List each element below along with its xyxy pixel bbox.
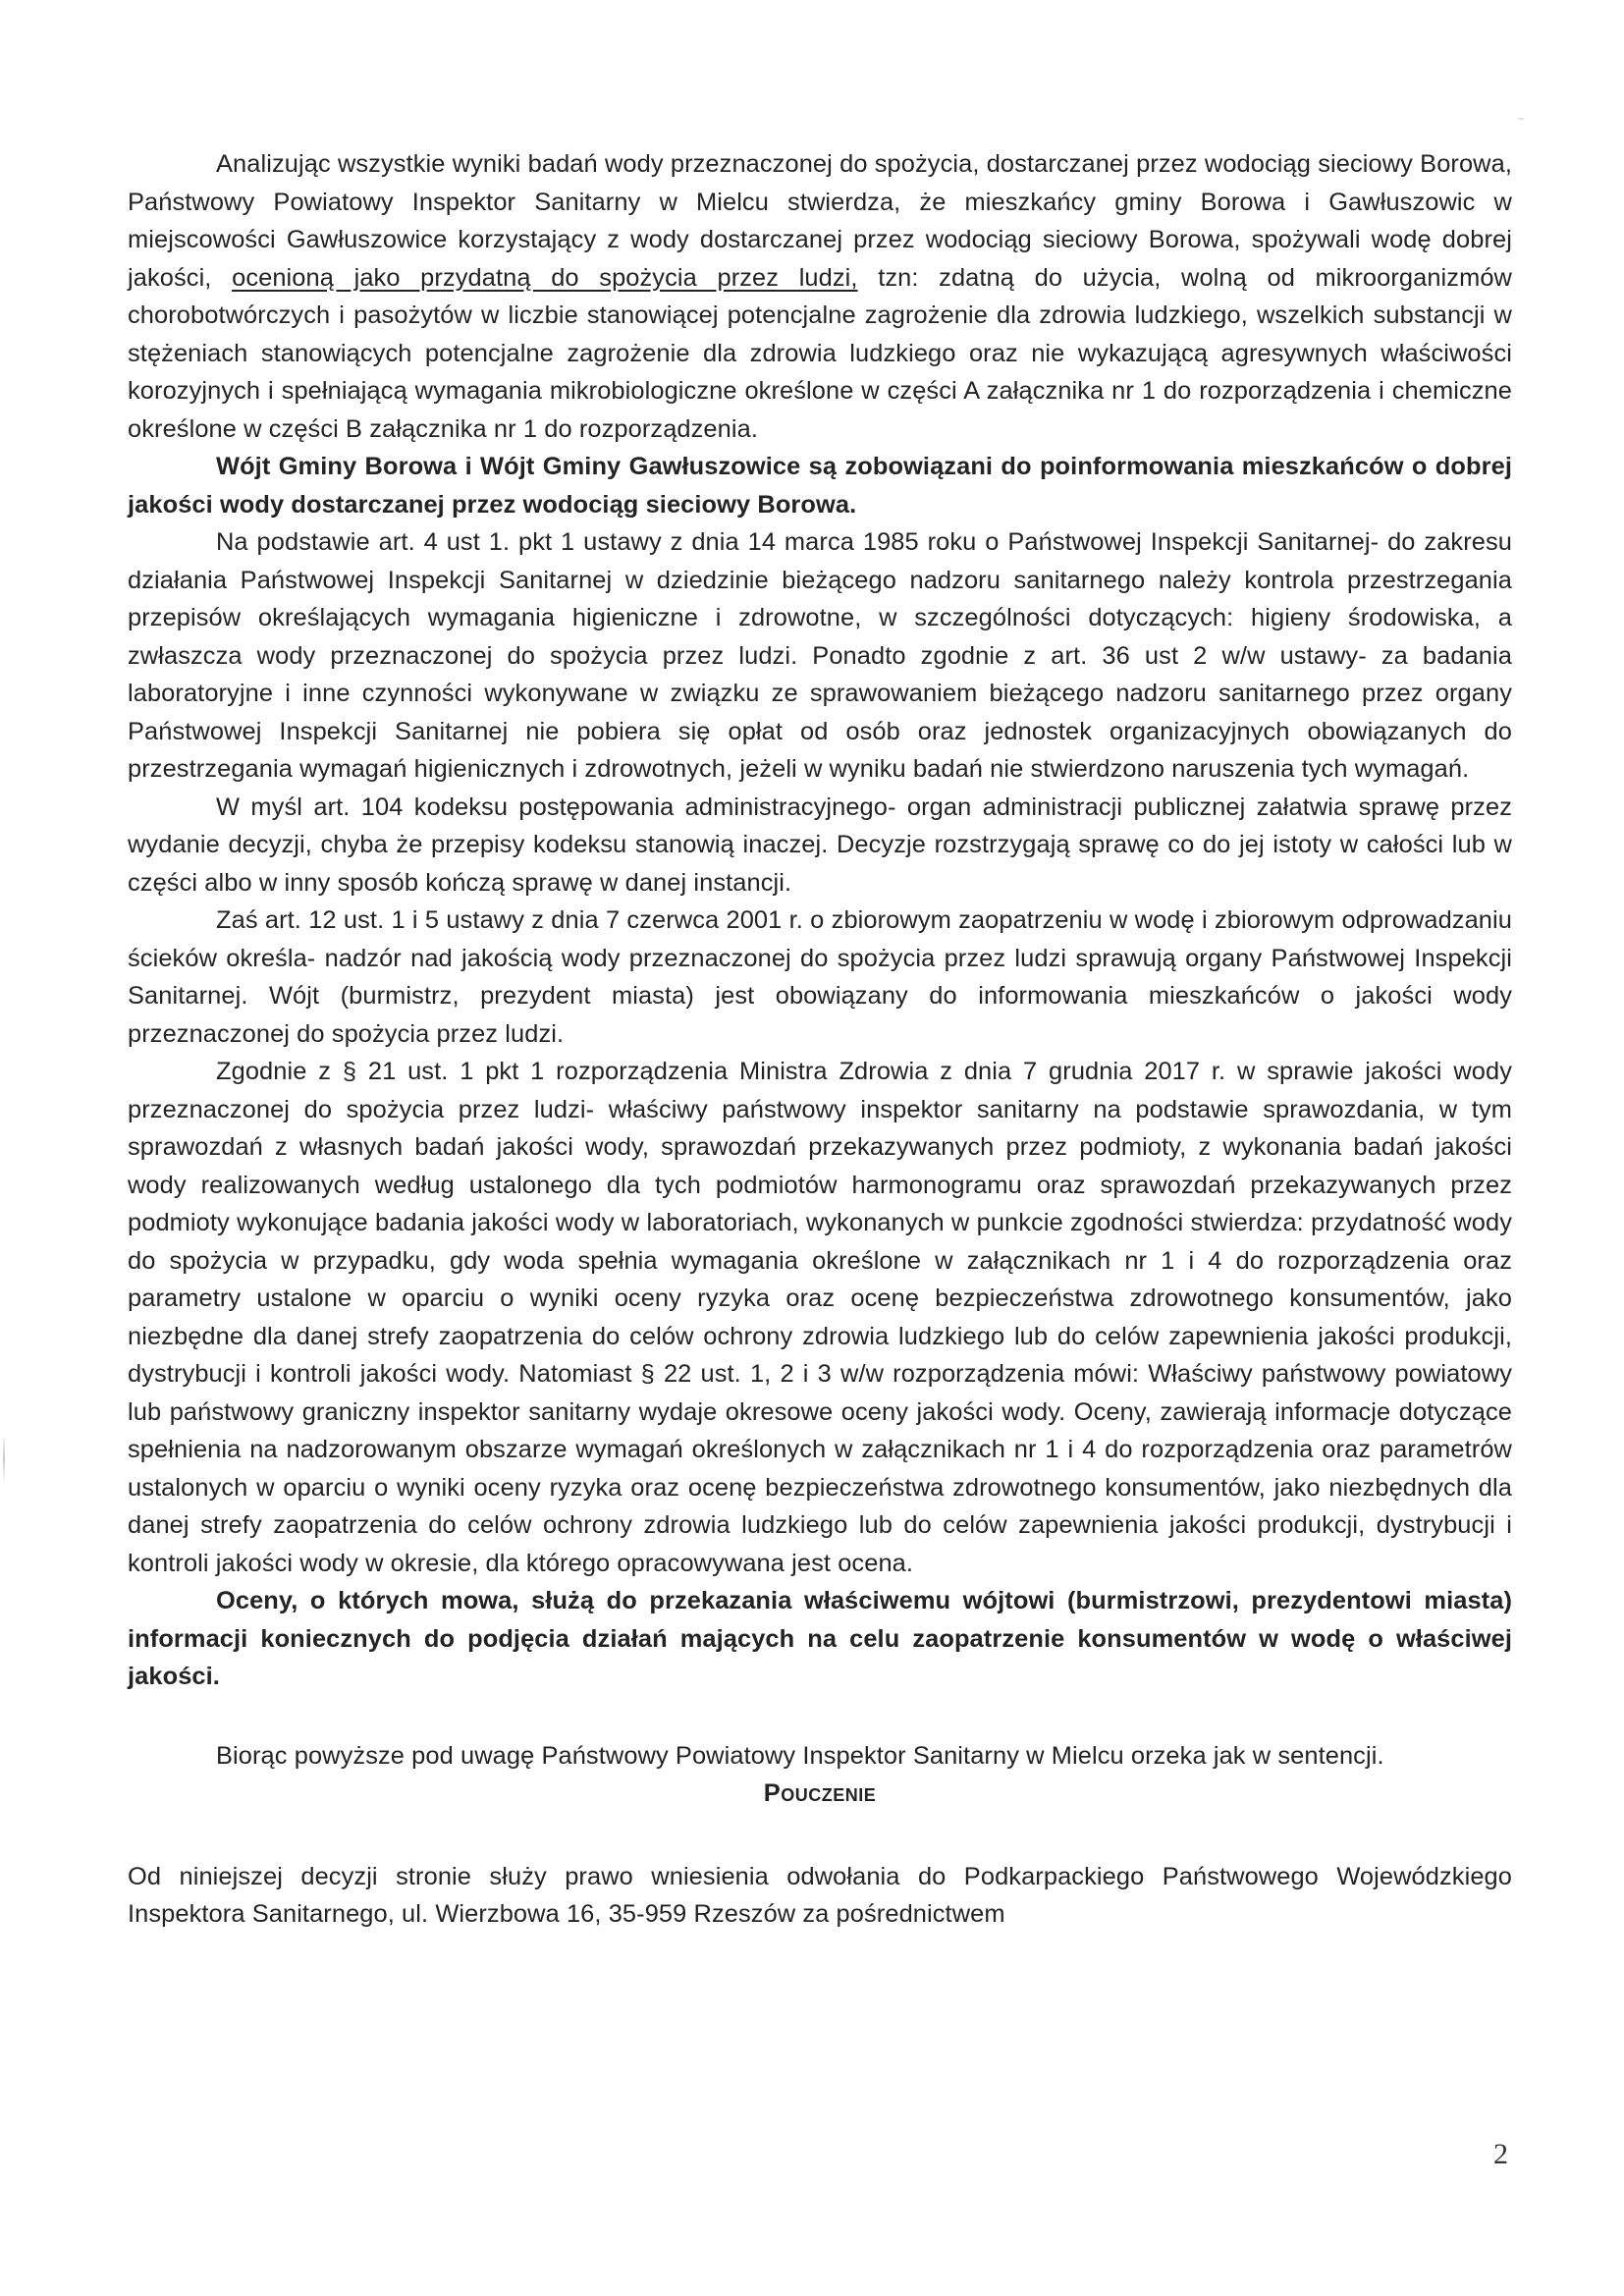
- paragraph-water-analysis: [128, 145, 1512, 448]
- instruction-heading: Pouczenie: [763, 1779, 877, 1807]
- scan-artifact: [3, 1434, 5, 1483]
- paragraph-mayor-obligation: Wójt Gminy Borowa i Wójt Gminy Gawłuszowice są zobowiązani do poinformowania mieszkańców o dobrej jakości wody dostarczanej przez wodociąg sieciowy Borowa.: [128, 453, 1512, 519]
- paragraph-text: tzn: zdatną do użycia, wolną od mikroorganizmów chorobotwórczych i pasożytów w liczbie stanowiącej potencjalne zagrożenie dla zdrowia ludzkiego, wszelkich substancji w stężeniach stanowiących potencjalne zagrożenie dla zdrowia ludzkiego oraz nie wykazującą agresywnych właściwości korozyjnych i spełniającą wymagania mikrobiologiczne określone w części A załącznika nr 1 do rozporządzenia i chemiczne określone w części B załącznika nr 1 do rozporządzenia.: [128, 263, 1512, 443]
- underlined-phrase: ocenioną jako przydatną do spożycia przez ludzi,: [232, 263, 858, 292]
- paragraph-legal-basis-art4: Na podstawie art. 4 ust 1. pkt 1 ustawy z dnia 14 marca 1985 roku o Państwowej Inspekcji Sanitarnej- do zakresu działania Państwowej Inspekcji Sanitarnej w dziedzinie bieżącego nadzoru sanitarnego należy kontrola przestrzegania przepisów określających wymagania higieniczne i zdrowotne, w szczególności dotyczących: higieny środowiska, a zwłaszcza wody przeznaczonej do spożycia przez ludzi. Ponadto zgodnie z art. 36 ust 2 w/w ustawy- za badania laboratoryjne i inne czynności wykonywane w związku ze sprawowaniem bieżącego nadzoru sanitarnego przez organy Państwowej Inspekcji Sanitarnej nie pobiera się opłat od osób oraz jednostek organizacyjnych obowiązanych do przestrzegania wymagań higienicznych i zdrowotnych, jeżeli w wyniku badań nie stwierdzono naruszenia tych wymagań.: [128, 528, 1512, 783]
- spacer: [128, 1813, 1512, 1858]
- paragraph-art104: W myśl art. 104 kodeksu postępowania administracyjnego- organ administracji publicznej załatwia sprawę przez wydanie decyzji, chyba że przepisy kodeksu stanowią inaczej. Decyzje rozstrzygają sprawę co do jej istoty w całości lub w części albo w inny sposób kończą sprawę w danej instancji.: [128, 793, 1512, 897]
- document-page: [128, 145, 1512, 1934]
- paragraph-par21: Zgodnie z § 21 ust. 1 pkt 1 rozporządzenia Ministra Zdrowia z dnia 7 grudnia 2017 r. w sprawie jakości wody przeznaczonej do spożycia przez ludzi- właściwy państwowy inspektor sanitarny na podstawie sprawozdania, w tym sprawozdań z własnych badań jakości wody, sprawozdań przekazywanych przez podmioty, z wykonania badań jakości wody realizowanych według ustalonego dla tych podmiotów harmonogramu oraz sprawozdań przekazywanych przez podmioty wykonujące badania jakości wody w laboratoriach, wykonanych w punkcie zgodności stwierdza: przydatność wody do spożycia w przypadku, gdy woda spełnia wymagania określone w załącznikach nr 1 i 4 do rozporządzenia oraz parametry ustalone w oparciu o wyniki oceny ryzyka oraz ocenę bezpieczeństwa zdrowotnego konsumentów, jako niezbędne dla danej strefy zaopatrzenia do celów ochrony zdrowia ludzkiego lub do celów zapewnienia jakości produkcji, dystrybucji i kontroli jakości wody. Natomiast § 22 ust. 1, 2 i 3 w/w rozporządzenia mówi: Właściwy państwowy powiatowy lub państwowy graniczny inspektor sanitarny wydaje okresowe oceny jakości wody. Oceny, zawierają informacje dotyczące spełnienia na nadzorowanym obszarze wymagań określonych w załącznikach nr 1 i 4 do rozporządzenia oraz parametrów ustalonych w oparciu o wyniki oceny ryzyka oraz ocenę bezpieczeństwa zdrowotnego konsumentów, jako niezbędnych dla danej strefy zaopatrzenia do celów ochrony zdrowia ludzkiego lub do celów zapewnienia jakości produkcji, dystrybucji i kontroli jakości wody w okresie, dla którego opracowywana jest ocena.: [128, 1058, 1512, 1577]
- paragraph-text: Analizując wszystkie wyniki badań wody przeznaczonej do spożycia, dostarczanej przez wodociąg sieciowy Borowa, Państwowy Powiatowy Inspektor Sanitarny w Mielcu stwierdza, że mieszkańcy gminy Borowa i Gawłuszowic w miejscowości Gawłuszowice korzystający z wody dostarczanej przez wodociąg sieciowy Borowa, spożywali wodę dobrej jakości,: [128, 150, 1512, 292]
- spacer: [128, 1696, 1512, 1737]
- paragraph-ruling: Biorąc powyższe pod uwagę Państwowy Powiatowy Inspektor Sanitarny w Mielcu orzeka jak w sentencji.: [216, 1741, 1384, 1770]
- paragraph-assessments: Oceny, o których mowa, służą do przekazania właściwemu wójtowi (burmistrzowi, prezydentowi miasta) informacji koniecznych do podjęcia działań mających na celu zaopatrzenie konsumentów w wodę o właściwej jakości.: [128, 1587, 1512, 1690]
- paragraph-art12: Zaś art. 12 ust. 1 i 5 ustawy z dnia 7 czerwca 2001 r. o zbiorowym zaopatrzeniu w wodę i zbiorowym odprowadzaniu ścieków określa- nadzór nad jakością wody przeznaczonej do spożycia przez ludzi sprawują organy Państwowej Inspekcji Sanitarnej. Wójt (burmistrz, prezydent miasta) jest obowiązany do informowania mieszkańców o jakości wody przeznaczonej do spożycia przez ludzi.: [128, 906, 1512, 1048]
- paragraph-appeal-instruction: Od niniejszej decyzji stronie służy prawo wniesienia odwołania do Podkarpackiego Państwowego Wojewódzkiego Inspektora Sanitarnego, ul. Wierzbowa 16, 35-959 Rzeszów za pośrednictwem: [128, 1862, 1512, 1928]
- scan-artifact: [1518, 118, 1524, 120]
- page-number: 2: [1493, 2138, 1508, 2170]
